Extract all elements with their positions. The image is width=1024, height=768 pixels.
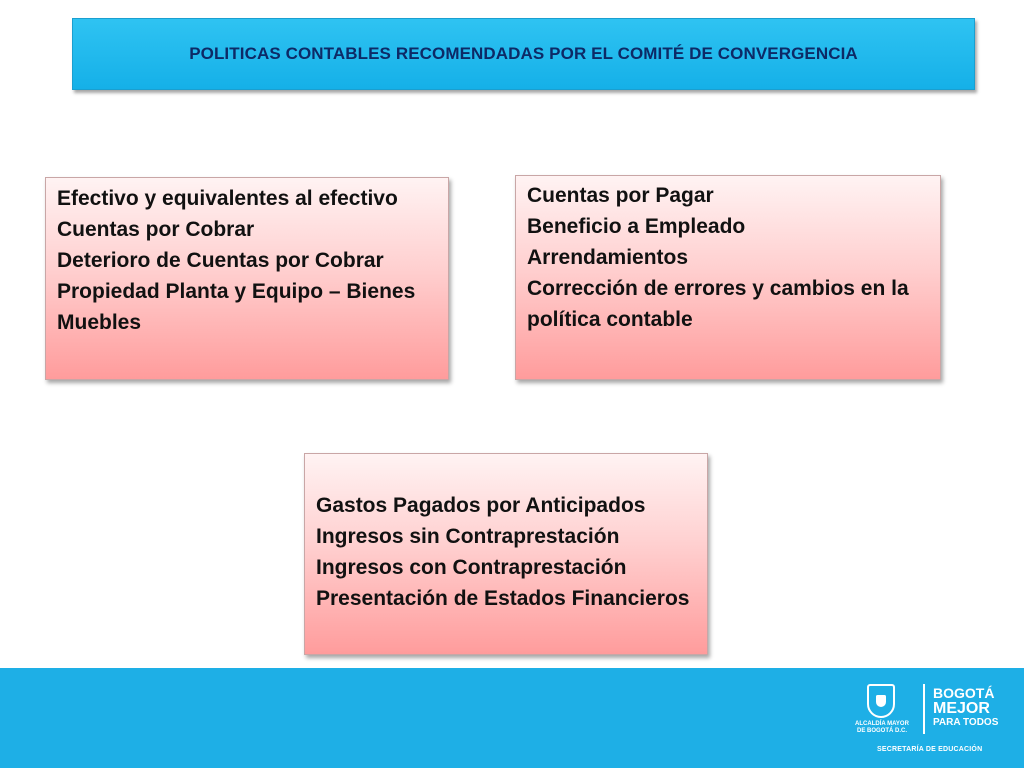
alcaldia-label: ALCALDÍA MAYOR DE BOGOTÁ D.C. — [855, 721, 909, 734]
policy-item: Arrendamientos — [527, 246, 689, 269]
policy-item: Cuentas por Pagar — [527, 184, 714, 207]
bogota-logo — [855, 678, 1015, 763]
brand-line-1: BOGOTÁ — [933, 685, 995, 701]
brand-line-3: PARA TODOS — [933, 717, 999, 728]
policy-item: Corrección de errores y cambios en la política contable — [527, 277, 909, 331]
policy-item: Ingresos con Contraprestación — [316, 556, 627, 579]
policy-item: Cuentas por Cobrar — [57, 218, 255, 241]
policy-item: Beneficio a Empleado — [527, 215, 746, 238]
policy-box-3 — [304, 453, 708, 655]
slide-title: POLITICAS CONTABLES RECOMENDADAS POR EL COMITÉ DE CONVERGENCIA — [189, 44, 858, 63]
policy-item: Presentación de Estados Financieros — [316, 587, 690, 610]
secretaria-label: SECRETARÍA DE EDUCACIÓN — [877, 746, 983, 753]
brand-wordmark — [933, 686, 998, 729]
policy-item: Propiedad Planta y Equipo – Bienes Muebles — [57, 280, 416, 334]
policy-item: Gastos Pagados por Anticipados — [316, 494, 646, 517]
logo-divider — [923, 684, 925, 734]
coat-of-arms-icon — [867, 684, 895, 718]
policy-item: Ingresos sin Contraprestación — [316, 525, 620, 548]
policy-item: Efectivo y equivalentes al efectivo — [57, 187, 398, 210]
brand-line-2: MEJOR — [933, 700, 990, 717]
policy-item: Deterioro de Cuentas por Cobrar — [57, 249, 384, 272]
policy-box-1 — [45, 177, 449, 380]
policy-box-2 — [515, 175, 941, 380]
title-bar — [72, 18, 975, 90]
